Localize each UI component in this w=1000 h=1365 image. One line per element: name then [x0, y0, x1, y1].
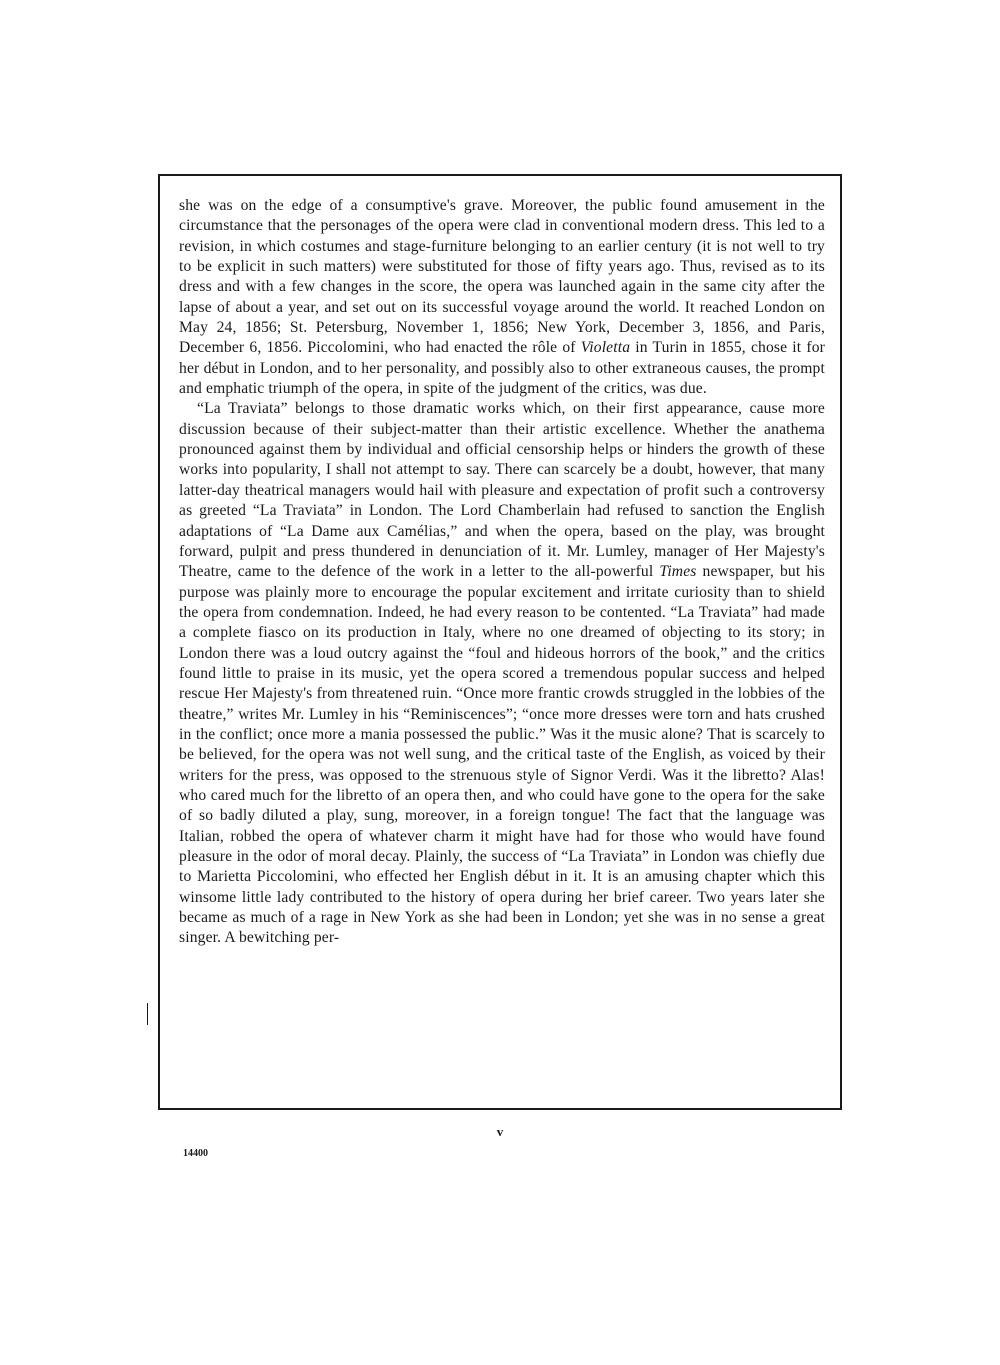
- paragraph-text: in Turin in 1855, chose it for her début in London, and to her personality, and possibly also to other extraneous causes, the prompt and emphatic triumph of the opera, in spite of the judgment of the critics, was due.: [179, 339, 825, 398]
- margin-mark: [147, 1003, 148, 1025]
- italic-text: Violetta: [580, 339, 631, 357]
- paragraph-text: she was on the edge of a consumptive's grave. Moreover, the public found amusement in the circumstance that the personages of the opera were clad in conventional modern dress. This led to a revision, in which costumes and stage-furniture belonging to an earlier century (it is not well to try to be explicit in such matters) were substituted for those of fifty years ago. Thus, revised as to its dress and with a few changes in the score, the opera was launched again in the same city after the lapse of about a year, and set out on its successful voyage around the world. It reached London on May 24, 1856; St. Petersburg, November 1, 1856; New York, December 3, 1856, and Paris, December 6, 1856. Piccolomini, who had enacted the rôle of: [179, 197, 825, 357]
- body-text: [179, 196, 825, 949]
- paragraph-text: newspaper, but his purpose was plainly more to encourage the popular excitement and irritate curiosity than to shield the opera from condemnation. Indeed, he had every reason to be contented. “La Traviata” had made a complete fiasco on its production in Italy, where no one dreamed of objecting to its story; in London there was a loud outcry against the “foul and hideous horrors of the book,” and the critics found little to praise in its music, yet the opera scored a tremendous popular success and helped rescue Her Majesty's from threatened ruin. “Once more frantic crowds struggled in the lobbies of the theatre,” writes Mr. Lumley in his “Reminiscences”; “once more dresses were torn and hats crushed in the conflict; once more a mania possessed the public.” Was it the music alone? That is scarcely to be believed, for the opera was not well sung, and the critical taste of the English, as voiced by their writers for the press, was opposed to the strenuous style of Signor Verdi. Was it the libretto? Alas! who cared much for the libretto of an opera then, and who could have gone to the opera for the sake of so badly diluted a play, sung, moreover, in a foreign tongue! The fact that the language was Italian, robbed the opera of whatever charm it might have had for those who would have found pleasure in the odor of moral decay. Plainly, the success of “La Traviata” in London was chiefly due to Marietta Piccolomini, who effected her English début in it. It is an amusing chapter which this winsome little lady contributed to the history of opera during her brief career. Two years later she became as much of a rage in New York as she had been in London; yet she was in no sense a great singer. A bewitching per-: [179, 563, 825, 947]
- plate-number: 14400: [183, 1148, 208, 1159]
- page-number: v: [496, 1124, 504, 1139]
- paragraph: [179, 196, 825, 399]
- paragraph-text: “La Traviata” belongs to those dramatic works which, on their first appearance, cause more discussion because of their subject-matter than their artistic excellence. Whether the anathema pronounced against them by individual and official censorship helps or hinders the growth of these works into popularity, I shall not attempt to say. There can scarcely be a doubt, however, that many latter-day theatrical managers would hail with pleasure and expectation of profit such a controversy as greeted “La Traviata” in London. The Lord Chamberlain had refused to sanction the English adaptations of “La Dame aux Camélias,” and when the opera, based on the play, was brought forward, pulpit and press thundered in denunciation of it. Mr. Lumley, manager of Her Majesty's Theatre, came to the defence of the work in a letter to the all-powerful: [179, 400, 825, 581]
- italic-text: Times: [659, 563, 697, 581]
- paragraph: [179, 399, 825, 948]
